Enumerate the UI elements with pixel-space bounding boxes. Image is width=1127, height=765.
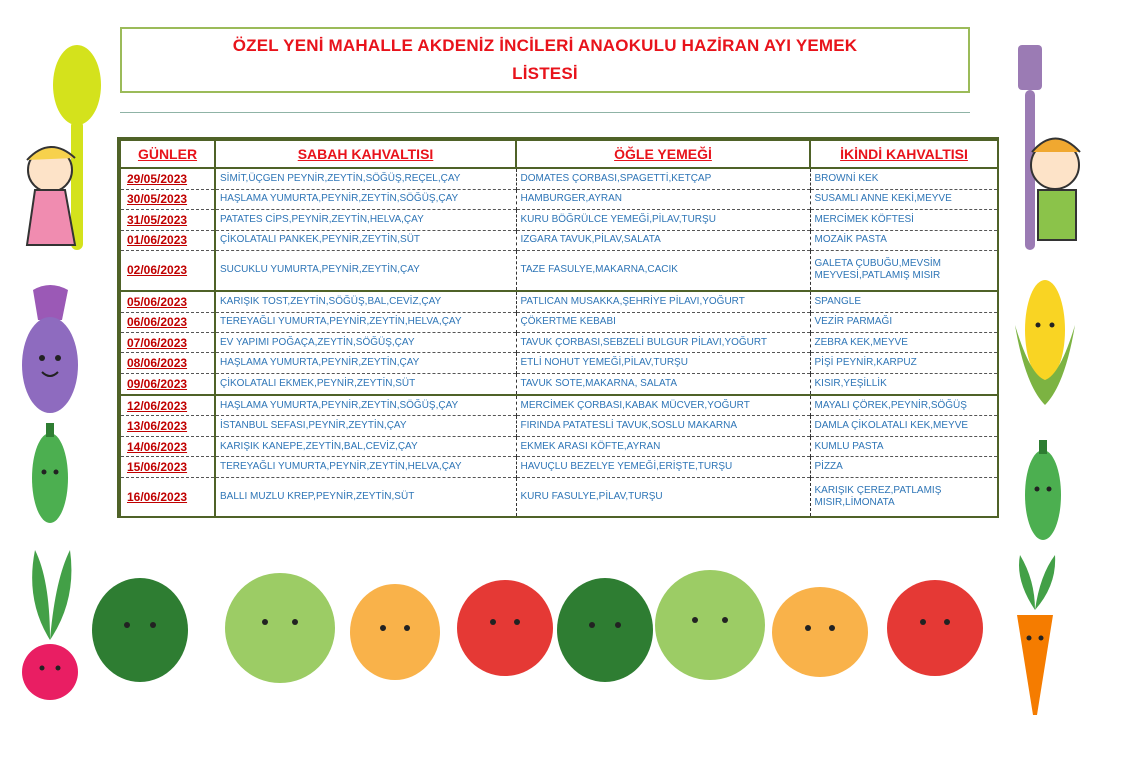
breakfast-cell: İSTANBUL SEFASI,PEYNİR,ZEYTİN,ÇAY bbox=[215, 416, 516, 436]
snack-cell: MAYALI ÇÖREK,PEYNİR,SÖĞÜŞ bbox=[810, 395, 998, 416]
breakfast-cell: TEREYAĞLI YUMURTA,PEYNİR,ZEYTİN,HELVA,ÇAY bbox=[215, 457, 516, 477]
lunch-cell: HAVUÇLU BEZELYE YEMEĞİ,ERİŞTE,TURŞU bbox=[516, 457, 810, 477]
lunch-cell: IZGARA TAVUK,PİLAV,SALATA bbox=[516, 230, 810, 250]
lunch-cell: MERCİMEK ÇORBASI,KABAK MÜCVER,YOĞURT bbox=[516, 395, 810, 416]
table-row bbox=[120, 395, 998, 416]
cabbage-icon bbox=[655, 570, 765, 680]
tomato-icon bbox=[457, 580, 553, 676]
breakfast-cell: SUCUKLU YUMURTA,PEYNİR,ZEYTİN,ÇAY bbox=[215, 251, 516, 291]
snack-cell: BROWNİ KEK bbox=[810, 168, 998, 189]
snack-cell: MOZAİK PASTA bbox=[810, 230, 998, 250]
table-row bbox=[120, 373, 998, 394]
lunch-cell: EKMEK ARASI KÖFTE,AYRAN bbox=[516, 436, 810, 456]
snack-cell: KUMLU PASTA bbox=[810, 436, 998, 456]
date-cell: 05/06/2023 bbox=[120, 291, 215, 312]
breakfast-cell: BALLI MUZLU KREP,PEYNİR,ZEYTİN,SÜT bbox=[215, 477, 516, 516]
header-lunch: ÖĞLE YEMEĞİ bbox=[516, 140, 810, 168]
table-row bbox=[120, 477, 998, 516]
date-cell: 02/06/2023 bbox=[120, 251, 215, 291]
table-row bbox=[120, 436, 998, 456]
lunch-cell: KURU FASULYE,PİLAV,TURŞU bbox=[516, 477, 810, 516]
table-row bbox=[120, 251, 998, 291]
breakfast-cell: ÇİKOLATALI EKMEK,PEYNİR,ZEYTİN,SÜT bbox=[215, 373, 516, 394]
date-cell: 15/06/2023 bbox=[120, 457, 215, 477]
header-snack: İKİNDİ KAHVALTISI bbox=[810, 140, 998, 168]
lunch-cell: PATLICAN MUSAKKA,ŞEHRİYE PİLAVI,YOĞURT bbox=[516, 291, 810, 312]
cabbage-icon bbox=[225, 573, 335, 683]
date-cell: 16/06/2023 bbox=[120, 477, 215, 516]
breakfast-cell: EV YAPIMI POĞAÇA,ZEYTİN,SÖĞÜŞ,ÇAY bbox=[215, 333, 516, 353]
table-row bbox=[120, 353, 998, 373]
table-row bbox=[120, 457, 998, 477]
green-bell-pepper-icon bbox=[557, 578, 653, 682]
title-box bbox=[120, 27, 970, 93]
date-cell: 30/05/2023 bbox=[120, 189, 215, 209]
breakfast-cell: HAŞLAMA YUMURTA,PEYNİR,ZEYTİN,ÇAY bbox=[215, 353, 516, 373]
lunch-cell: DOMATES ÇORBASI,SPAGETTİ,KETÇAP bbox=[516, 168, 810, 189]
lunch-cell: TAVUK SOTE,MAKARNA, SALATA bbox=[516, 373, 810, 394]
menu-table bbox=[119, 139, 999, 516]
table-row bbox=[120, 168, 998, 189]
title-line-2: LİSTESİ bbox=[512, 64, 578, 83]
boy-with-fork-icon bbox=[1000, 40, 1095, 255]
date-cell: 29/05/2023 bbox=[120, 168, 215, 189]
table-row bbox=[120, 189, 998, 209]
breakfast-cell: PATATES CİPS,PEYNİR,ZEYTİN,HELVA,ÇAY bbox=[215, 210, 516, 230]
date-cell: 09/06/2023 bbox=[120, 373, 215, 394]
snack-cell: PİŞİ PEYNİR,KARPUZ bbox=[810, 353, 998, 373]
snack-cell: MERCİMEK KÖFTESİ bbox=[810, 210, 998, 230]
date-cell: 06/06/2023 bbox=[120, 312, 215, 332]
date-cell: 01/06/2023 bbox=[120, 230, 215, 250]
lunch-cell: ETLİ NOHUT YEMEĞİ,PİLAV,TURŞU bbox=[516, 353, 810, 373]
table-row bbox=[120, 230, 998, 250]
lunch-cell: FIRINDA PATATESLİ TAVUK,SOSLU MAKARNA bbox=[516, 416, 810, 436]
snack-cell: KISIR,YEŞİLLİK bbox=[810, 373, 998, 394]
lunch-cell: KURU BÖĞRÜLCE YEMEĞİ,PİLAV,TURŞU bbox=[516, 210, 810, 230]
menu-table-frame bbox=[117, 137, 999, 518]
breakfast-cell: HAŞLAMA YUMURTA,PEYNİR,ZEYTİN,SÖĞÜŞ,ÇAY bbox=[215, 395, 516, 416]
green-pepper-icon bbox=[25, 420, 75, 525]
eggplant-icon bbox=[18, 280, 83, 415]
date-cell: 12/06/2023 bbox=[120, 395, 215, 416]
lunch-cell: TAZE FASULYE,MAKARNA,CACIK bbox=[516, 251, 810, 291]
date-cell: 07/06/2023 bbox=[120, 333, 215, 353]
green-bell-pepper-icon bbox=[92, 578, 188, 682]
table-row bbox=[120, 416, 998, 436]
breakfast-cell: KARIŞIK TOST,ZEYTİN,SÖĞÜŞ,BAL,CEVİZ,ÇAY bbox=[215, 291, 516, 312]
onion-icon bbox=[772, 587, 868, 677]
green-pepper-icon bbox=[1018, 437, 1068, 542]
table-row bbox=[120, 312, 998, 332]
date-cell: 13/06/2023 bbox=[120, 416, 215, 436]
menu-body bbox=[120, 168, 998, 516]
snack-cell: GALETA ÇUBUĞU,MEVSİM MEYVESİ,PATLAMIŞ MISIR bbox=[810, 251, 998, 291]
carrot-icon bbox=[1005, 550, 1065, 720]
radish-icon bbox=[15, 540, 85, 705]
date-cell: 08/06/2023 bbox=[120, 353, 215, 373]
table-row bbox=[120, 291, 998, 312]
snack-cell: VEZİR PARMAĞI bbox=[810, 312, 998, 332]
breakfast-cell: HAŞLAMA YUMURTA,PEYNİR,ZEYTİN,SÖĞÜŞ,ÇAY bbox=[215, 189, 516, 209]
snack-cell: SPANGLE bbox=[810, 291, 998, 312]
breakfast-cell: KARIŞIK KANEPE,ZEYTİN,BAL,CEVİZ,ÇAY bbox=[215, 436, 516, 456]
header-row bbox=[120, 140, 998, 168]
title-line-1: ÖZEL YENİ MAHALLE AKDENİZ İNCİLERİ ANAOKULU HAZİRAN AYI YEMEK bbox=[232, 36, 858, 55]
snack-cell: PİZZA bbox=[810, 457, 998, 477]
header-breakfast: SABAH KAHVALTISI bbox=[215, 140, 516, 168]
corn-icon bbox=[1005, 265, 1085, 415]
table-row bbox=[120, 210, 998, 230]
table-row bbox=[120, 333, 998, 353]
onion-icon bbox=[350, 584, 440, 680]
lunch-cell: ÇÖKERTME KEBABI bbox=[516, 312, 810, 332]
breakfast-cell: ÇİKOLATALI PANKEK,PEYNİR,ZEYTİN,SÜT bbox=[215, 230, 516, 250]
tomato-icon bbox=[887, 580, 983, 676]
divider-line bbox=[120, 112, 970, 113]
lunch-cell: TAVUK ÇORBASI,SEBZELİ BULGUR PİLAVI,YOĞURT bbox=[516, 333, 810, 353]
date-cell: 14/06/2023 bbox=[120, 436, 215, 456]
bottom-vegetables-row bbox=[85, 560, 1005, 685]
breakfast-cell: SİMİT,ÜÇGEN PEYNİR,ZEYTİN,SÖĞÜŞ,REÇEL,ÇAY bbox=[215, 168, 516, 189]
snack-cell: KARIŞIK ÇEREZ,PATLAMIŞ MISIR,LİMONATA bbox=[810, 477, 998, 516]
lunch-cell: HAMBURGER,AYRAN bbox=[516, 189, 810, 209]
breakfast-cell: TEREYAĞLI YUMURTA,PEYNİR,ZEYTİN,HELVA,ÇAY bbox=[215, 312, 516, 332]
snack-cell: ZEBRA KEK,MEYVE bbox=[810, 333, 998, 353]
snack-cell: DAMLA ÇİKOLATALI KEK,MEYVE bbox=[810, 416, 998, 436]
girl-with-spoon-icon bbox=[5, 40, 105, 255]
snack-cell: SUSAMLI ANNE KEKİ,MEYVE bbox=[810, 189, 998, 209]
header-days: GÜNLER bbox=[120, 140, 215, 168]
date-cell: 31/05/2023 bbox=[120, 210, 215, 230]
